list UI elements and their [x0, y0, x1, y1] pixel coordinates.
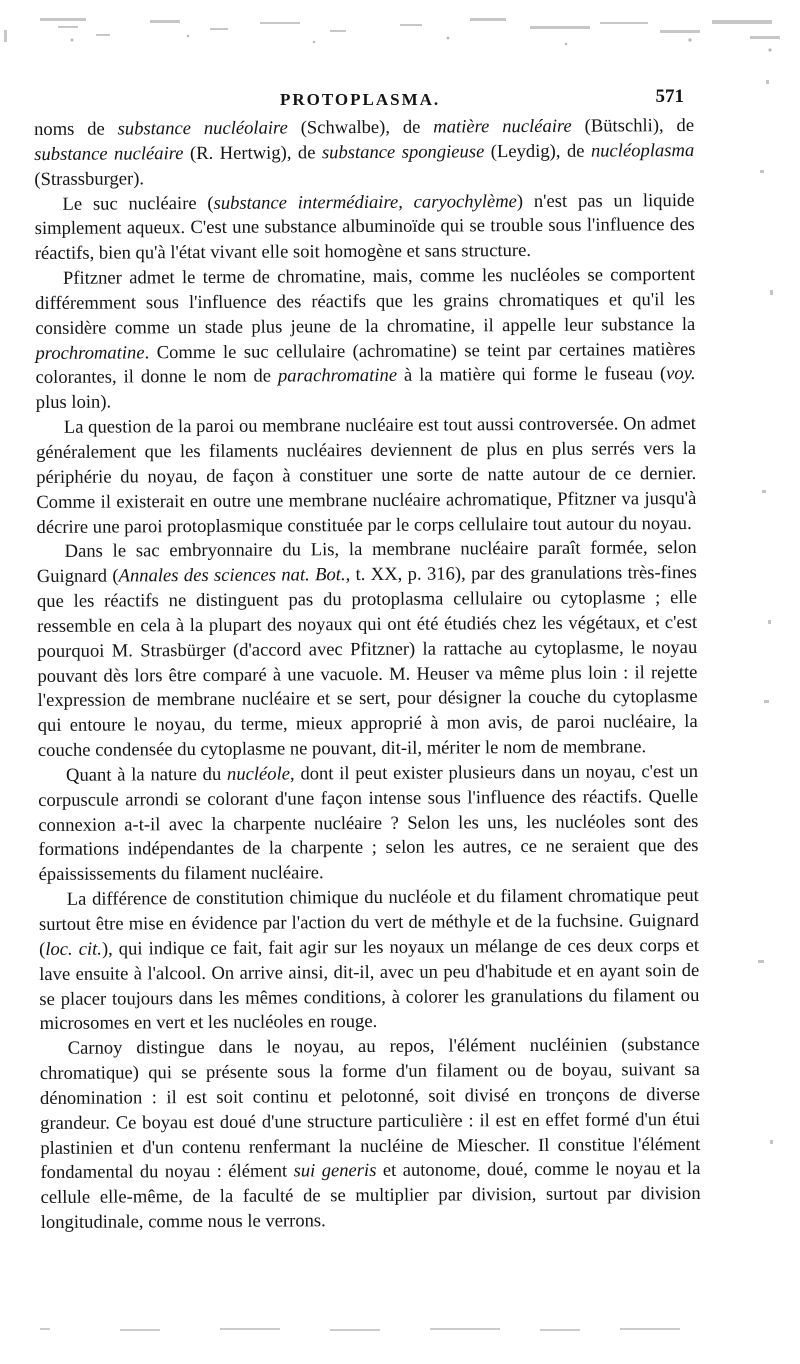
italic-term: substance spongieuse	[321, 141, 485, 164]
text-run: et autonome, doué, comme le noyau et la cellule elle-même, de la faculté de se multiplier par division, surtout par division longitudinale, comme nous le verrons.	[40, 1158, 701, 1234]
text-run: Pfitzner admet le terme de chromatine, mais, comme les nucléoles se comportent différemment sous l'influence des réactifs que les grains chromatiques et qu'il les considère comme un stade plus jeune de la chromatine, il appelle leur substance la	[35, 264, 696, 339]
paragraph	[36, 412, 697, 540]
paragraph	[34, 188, 694, 267]
body-text	[34, 114, 701, 1236]
italic-term: nucléole	[226, 763, 291, 785]
page-number: 571	[655, 86, 684, 107]
paragraph	[35, 263, 696, 416]
italic-term: substance nucléaire	[34, 142, 184, 165]
italic-term: substance intermédiaire, caryochylème	[213, 190, 517, 214]
italic-term: substance nucléolaire	[117, 117, 288, 140]
text-run: (Leydig), de	[484, 140, 591, 163]
text-run: (R. Hertwig), de	[183, 142, 322, 164]
italic-term: sui generis	[293, 1160, 377, 1182]
text-run: (Schwalbe), de	[287, 116, 434, 139]
italic-term: prochromatine	[35, 341, 145, 364]
text-run: ), qui indique ce fait, fait agir sur les noyaux un mélange de ces deux corps et lave ensuite à l'alcool. On arrive ainsi, dit-il, avec un peu d'habitude et en ayant soin de se placer toujours dans les mêmes conditions, à colorer les granulations du filament ou microsomes en vert et les nucléoles en rouge.	[39, 934, 700, 1035]
text-run: Quant à la nature du	[65, 763, 228, 786]
italic-term: parachromatine	[277, 365, 398, 387]
text-run: Carnoy distingue dans le noyau, au repos, l'élément nucléinien (substance chromatique) qui se présente sous la forme d'un filament ou de boyau, suivant sa dénomination : il est soit continu et pelotonné, soit divisé en tronçons de diverse grandeur. Ce boyau est doué d'une structure particulière : il est en effet formé d'un étui plastinien et d'un contenu renfermant la nucléine de Miescher. Il constitue l'élément fondamental du noyau : élément	[39, 1034, 701, 1184]
italic-term: loc. cit.	[45, 938, 102, 960]
scan-artifact-margin	[740, 60, 800, 1260]
text-run: La question de la paroi ou membrane nucléaire est tout aussi controversée. On admet généralement que les filaments nucléaires deviennent de plus en plus serrés vers la périphérie du noyau, de façon à constituer une sorte de natte autour de ce dernier. Comme il existerait en outre une membrane nucléaire achromatique, Pfitzner va jusqu'à décrire une paroi protoplasmique constituée par le corps cellulaire tout autour du noyau.	[35, 413, 697, 538]
paragraph	[40, 1033, 701, 1236]
scan-artifact-top	[0, 0, 800, 70]
text-run: , t. XX, p. 316), par des granulations très-fines que les réactifs ne distinguent pas du protoplasma cellulaire ou cytoplasme ; elle ressemble en cela à la plupart des noyaux qui ont été étudiés chez les végétaux, et c'est pourquoi M. Strasbürger (d'accord avec Pfitzner) la rattache au cytoplasme, le noyau pouvant dès lors être comparé à une vacuole. M. Heuser va même plus loin : il rejette l'expression de membrane nucléaire et se sert, pour désigner la couche du cytoplasme qui entoure le noyau, du terme, mieux approprié à mon avis, de paroi nucléaire, la couche condensée du cytoplasme ne pouvant, dit-il, mériter le nom de membrane.	[36, 562, 698, 762]
paragraph	[39, 884, 700, 1037]
paragraph	[34, 114, 694, 193]
text-run: à la matière qui forme le fuseau (	[397, 363, 667, 387]
text-run: noms de	[34, 118, 118, 140]
italic-term: nucléoplasma	[590, 139, 695, 162]
text-run: ) n'est pas un liquide simplement aqueux. C'est une substance albuminoïde qui se trouble sous l'influence des réactifs, bien qu'à l'état vivant elle soit homogène et sans structure.	[34, 189, 695, 265]
running-title: PROTOPLASMA.	[280, 90, 441, 109]
text-run: Dans le sac embryonnaire du Lis, la membrane nucléaire paraît formée, selon Guignard (	[36, 537, 697, 588]
text-run: . Comme le suc cellulaire (achromatine) se teint par certaines matières colorantes, il donne le nom de	[35, 338, 696, 389]
italic-term: voy.	[666, 363, 696, 385]
text-run: , dont il peut exister plusieurs dans un noyau, c'est un corpuscule arrondi se colorant d'une façon intense sous l'influence des réactifs. Quelle connexion a-t-il avec la charpente nucléaire ? Selon les uns, les nucléoles sont des formations indépendantes de la charpente ; selon les autres, ce ne seraient que des épaississements du filament nucléaire.	[38, 760, 699, 886]
text-run: La différence de constitution chimique du nucléole et du filament chromatique peut surtout être mise en évidence par l'action du vert de méthyle et de la fuchsine. Guignard (	[38, 885, 699, 960]
paragraph	[37, 536, 698, 764]
text-run: (Bütschli), de	[571, 114, 695, 137]
text-run: (Strassburger).	[34, 168, 145, 190]
scan-artifact-bottom	[0, 1320, 800, 1340]
italic-term: Annales des sciences nat. Bot.	[118, 564, 346, 587]
italic-term: matière nucléaire	[433, 115, 572, 138]
running-head	[60, 86, 690, 116]
text-run: plus loin).	[35, 391, 112, 414]
paragraph	[38, 760, 699, 888]
text-run: Le suc nucléaire (	[62, 192, 214, 215]
